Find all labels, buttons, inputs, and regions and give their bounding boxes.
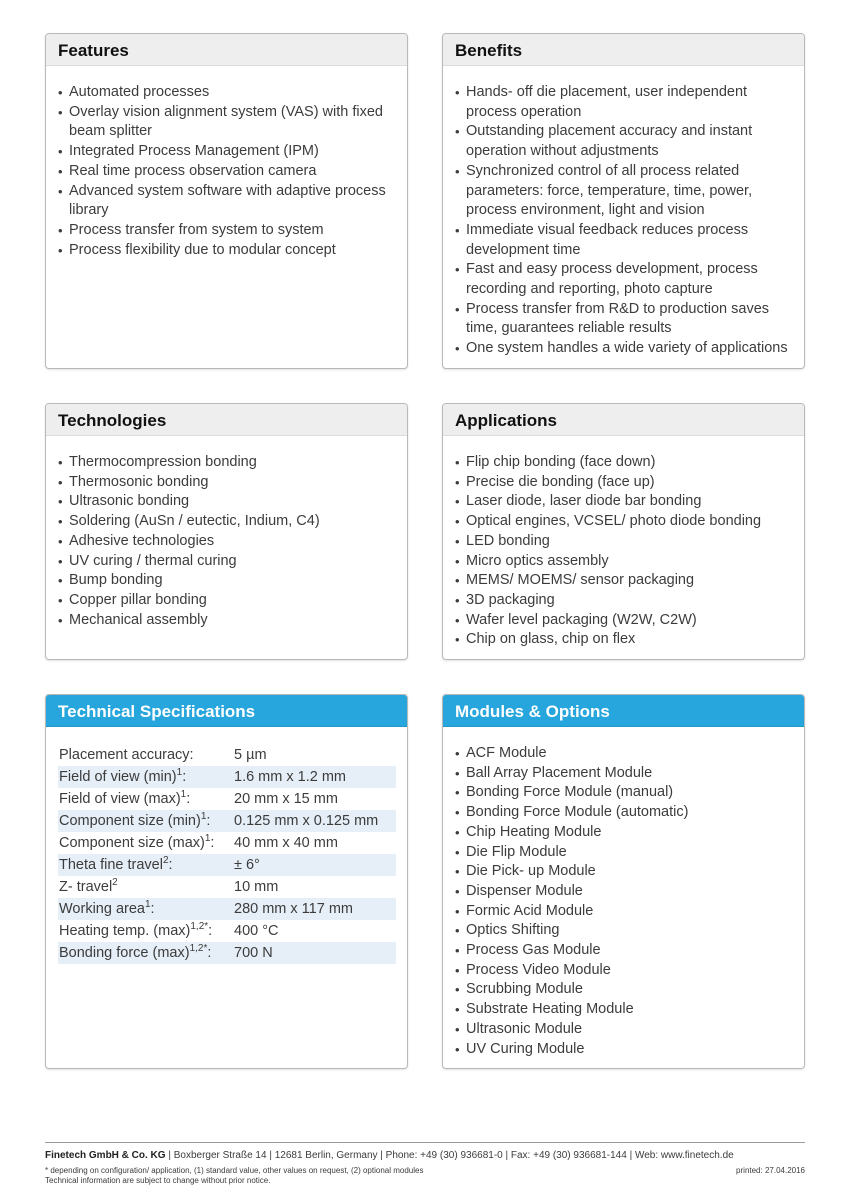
list-item: • Synchronized control of all process related parameters: force, temperature, time, power, process environment, light and vision — [455, 162, 792, 221]
benefits-title: Benefits — [443, 34, 804, 66]
list-item: • Automated processes — [58, 83, 395, 103]
spec-label-text: Placement accuracy: — [59, 747, 194, 763]
list-item: • Thermosonic bonding — [58, 473, 395, 493]
spec-footnote-mark: 1 — [176, 767, 183, 778]
list-item: • One system handles a wide variety of applications — [455, 339, 792, 359]
spec-label — [58, 898, 234, 920]
spec-footnote-mark: 1 — [180, 789, 187, 800]
list-item: • Process transfer from system to system — [58, 221, 395, 241]
list-item: • Scrubbing Module — [455, 980, 792, 1000]
spec-row — [58, 744, 396, 766]
spec-footnote-mark: 2 — [112, 877, 118, 888]
list-item: • Die Pick- up Module — [455, 862, 792, 882]
spec-footnote-mark: 2 — [162, 855, 169, 866]
list-item: • Bonding Force Module (manual) — [455, 783, 792, 803]
spec-label-suffix: : — [168, 857, 173, 873]
spec-row — [58, 788, 396, 810]
list-item: • Mechanical assembly — [58, 611, 395, 631]
spec-label-suffix: : — [208, 923, 213, 939]
modules-panel — [442, 694, 805, 1069]
spec-label — [58, 788, 234, 810]
spec-value: 20 mm x 15 mm — [234, 791, 338, 807]
spec-label-text: Working area — [59, 901, 145, 917]
list-item: • Fast and easy process development, process recording and reporting, photo capture — [455, 260, 792, 299]
list-item: • Process transfer from R&D to production saves time, guarantees reliable results — [455, 300, 792, 339]
features-list — [46, 66, 407, 260]
spec-label-text: Field of view (min) — [59, 769, 177, 785]
spec-value: 280 mm x 117 mm — [234, 898, 396, 920]
list-item: • Bump bonding — [58, 571, 395, 591]
spec-label-text: Heating temp. (max) — [59, 923, 191, 939]
spec-value: 10 mm — [234, 879, 279, 895]
spec-value: 700 N — [234, 942, 396, 964]
footer-divider — [45, 1142, 805, 1143]
spec-footnote-mark: 1 — [204, 833, 211, 844]
list-item: • Substrate Heating Module — [455, 1000, 792, 1020]
list-item: • Ultrasonic bonding — [58, 492, 395, 512]
spec-row — [58, 766, 396, 788]
list-item: • Immediate visual feedback reduces process development time — [455, 221, 792, 260]
tech-specs-panel — [45, 694, 408, 1069]
list-item: • Real time process observation camera — [58, 162, 395, 182]
footer-contact: | Boxberger Straße 14 | 12681 Berlin, Germany | Phone: +49 (30) 936681-0 | Fax: +49 (30) 936681-144 | Web: www.finetech.de — [165, 1150, 734, 1161]
list-item: • Optical engines, VCSEL/ photo diode bonding — [455, 512, 792, 532]
spec-label-suffix: : — [182, 769, 187, 785]
benefits-panel — [442, 33, 805, 369]
footer-note-2: Technical information are subject to change without prior notice. — [45, 1176, 271, 1185]
benefits-list — [443, 66, 804, 359]
list-item: • Soldering (AuSn / eutectic, Indium, C4) — [58, 512, 395, 532]
spec-label-text: Bonding force (max) — [59, 945, 190, 961]
list-item: • ACF Module — [455, 744, 792, 764]
applications-title: Applications — [443, 404, 804, 436]
spec-label — [58, 744, 234, 766]
spec-table — [58, 744, 396, 964]
footer-note-1: * depending on configuration/ application, (1) standard value, other values on request, (2) optional modules — [45, 1166, 424, 1175]
spec-label — [58, 942, 234, 964]
list-item: • UV Curing Module — [455, 1040, 792, 1060]
spec-value: ± 6° — [234, 854, 396, 876]
modules-list — [443, 727, 804, 1059]
spec-label — [58, 766, 234, 788]
list-item: • MEMS/ MOEMS/ sensor packaging — [455, 571, 792, 591]
list-item: • Advanced system software with adaptive process library — [58, 182, 395, 221]
list-item: • Wafer level packaging (W2W, C2W) — [455, 611, 792, 631]
spec-row — [58, 854, 396, 876]
spec-label-text: Z- travel — [59, 879, 113, 895]
list-item: • Bonding Force Module (automatic) — [455, 803, 792, 823]
spec-value: 1.6 mm x 1.2 mm — [234, 766, 396, 788]
list-item: • Die Flip Module — [455, 843, 792, 863]
spec-label-suffix: : — [210, 835, 215, 851]
list-item: • Copper pillar bonding — [58, 591, 395, 611]
spec-label-suffix: : — [207, 945, 212, 961]
list-item: • Integrated Process Management (IPM) — [58, 142, 395, 162]
list-item: • LED bonding — [455, 532, 792, 552]
technologies-panel — [45, 403, 408, 660]
spec-row — [58, 942, 396, 964]
list-item: • Process flexibility due to modular concept — [58, 241, 395, 261]
spec-row — [58, 920, 396, 942]
list-item: • 3D packaging — [455, 591, 792, 611]
spec-label-text: Theta fine travel — [59, 857, 163, 873]
list-item: • Thermocompression bonding — [58, 453, 395, 473]
technologies-title: Technologies — [46, 404, 407, 436]
spec-row — [58, 832, 396, 854]
spec-label-text: Component size (min) — [59, 813, 201, 829]
spec-label — [58, 854, 234, 876]
spec-row — [58, 898, 396, 920]
list-item: • Process Video Module — [455, 961, 792, 981]
footer-printed-date: printed: 27.04.2016 — [736, 1166, 805, 1175]
list-item: • Flip chip bonding (face down) — [455, 453, 792, 473]
list-item: • Chip on glass, chip on flex — [455, 630, 792, 650]
spec-footnote-mark: 1,2* — [190, 921, 209, 932]
spec-footnote-mark: 1 — [200, 811, 207, 822]
spec-value: 0.125 mm x 0.125 mm — [234, 810, 396, 832]
spec-label-suffix: : — [150, 901, 155, 917]
footer-contact-line — [45, 1150, 805, 1161]
footer-company: Finetech GmbH & Co. KG — [45, 1150, 166, 1161]
tech-specs-title: Technical Specifications — [46, 695, 407, 727]
list-item: • Dispenser Module — [455, 882, 792, 902]
spec-label-text: Field of view (max) — [59, 791, 181, 807]
features-panel — [45, 33, 408, 369]
spec-label — [58, 920, 234, 942]
applications-panel — [442, 403, 805, 660]
spec-label — [58, 832, 234, 854]
spec-label-suffix: : — [206, 813, 211, 829]
spec-label-text: Component size (max) — [59, 835, 205, 851]
spec-label — [58, 810, 234, 832]
modules-title: Modules & Options — [443, 695, 804, 727]
spec-value: 400 °C — [234, 923, 279, 939]
list-item: • Process Gas Module — [455, 941, 792, 961]
spec-value: 5 µm — [234, 747, 267, 763]
list-item: • Micro optics assembly — [455, 552, 792, 572]
footer-notes — [45, 1166, 423, 1186]
list-item: • Overlay vision alignment system (VAS) with fixed beam splitter — [58, 103, 395, 142]
list-item: • Ball Array Placement Module — [455, 764, 792, 784]
list-item: • UV curing / thermal curing — [58, 552, 395, 572]
spec-label-suffix: : — [186, 791, 191, 807]
spec-row — [58, 876, 396, 898]
technologies-list — [46, 436, 407, 630]
spec-label — [58, 876, 234, 898]
applications-list — [443, 436, 804, 650]
list-item: • Adhesive technologies — [58, 532, 395, 552]
spec-footnote-mark: 1,2* — [189, 943, 208, 954]
list-item: • Optics Shifting — [455, 921, 792, 941]
list-item: • Formic Acid Module — [455, 902, 792, 922]
list-item: • Laser diode, laser diode bar bonding — [455, 492, 792, 512]
features-title: Features — [46, 34, 407, 66]
list-item: • Hands- off die placement, user independent process operation — [455, 83, 792, 122]
list-item: • Ultrasonic Module — [455, 1020, 792, 1040]
list-item: • Chip Heating Module — [455, 823, 792, 843]
spec-row — [58, 810, 396, 832]
spec-footnote-mark: 1 — [144, 899, 151, 910]
list-item: • Precise die bonding (face up) — [455, 473, 792, 493]
list-item: • Outstanding placement accuracy and instant operation without adjustments — [455, 122, 792, 161]
spec-value: 40 mm x 40 mm — [234, 835, 338, 851]
